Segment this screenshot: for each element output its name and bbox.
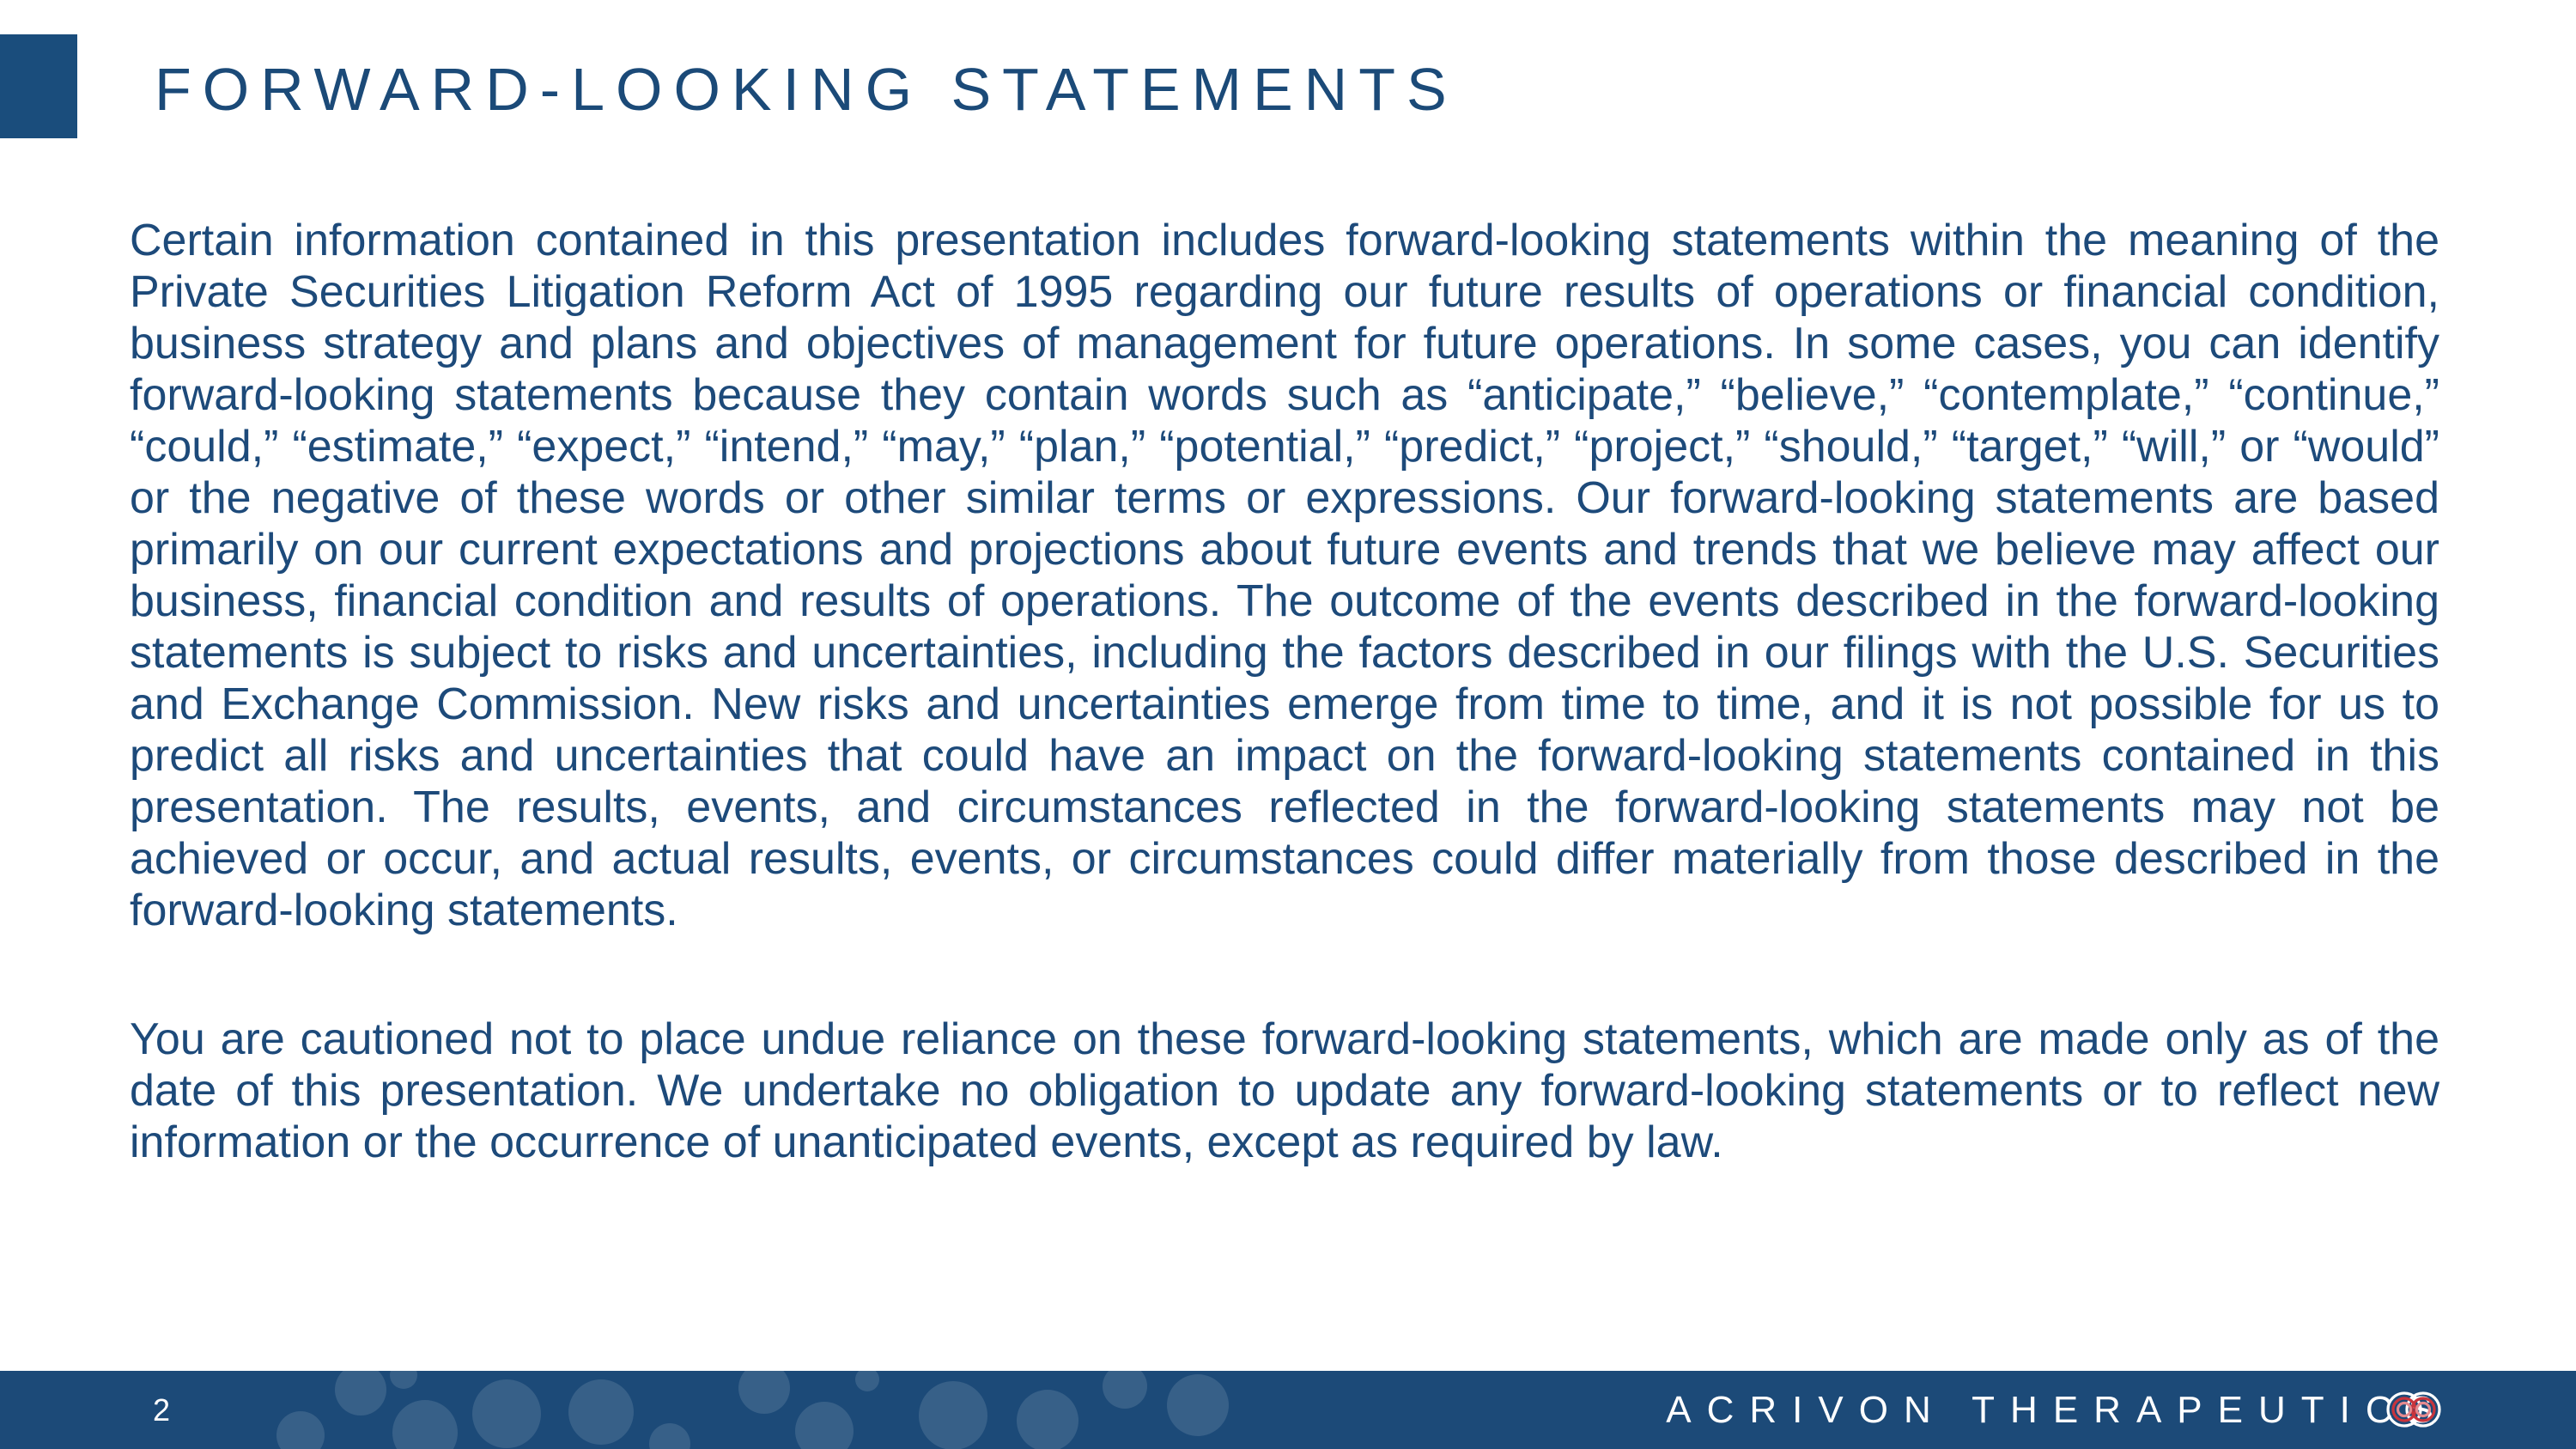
- page-number: 2: [153, 1392, 171, 1428]
- company-wordmark: ACRIVON THERAPEUTICS: [1666, 1389, 2449, 1431]
- title-accent-block: [0, 34, 77, 138]
- slide-title: FORWARD-LOOKING STATEMENTS: [155, 56, 1458, 123]
- disclaimer-paragraph-1: Certain information contained in this presentation includes forward-looking statements within the meaning of the Private Securities Litigation Reform Act of 1995 regarding our future results of operations or financial condition, business strategy and plans and objectives of management for future operations. In some cases, you can identify forward-looking statements because they contain words such as “anticipate,” “believe,” “contemplate,” “continue,” “could,” “estimate,” “expect,” “intend,” “may,” “plan,” “potential,” “predict,” “project,” “should,” “target,” “will,” or “would” or the negative of these words or other similar terms or expressions. Our forward-looking statements are based primarily on our current expectations and projections about future events and trends that we believe may affect our business, financial condition and results of operations. The outcome of the events described in the forward-looking statements is subject to risks and uncertainties, including the factors described in our filings with the U.S. Securities and Exchange Commission. New risks and uncertainties emerge from time to time, and it is not possible for us to predict all risks and uncertainties that could have an impact on the forward-looking statements contained in this presentation. The results, events, and circumstances reflected in the forward-looking statements may not be achieved or occur, and actual results, events, or circumstances could differ materially from those described in the forward-looking statements.: [130, 216, 2439, 935]
- acrivon-logo-icon: [2380, 1385, 2447, 1434]
- disclaimer-body: [130, 215, 2439, 1168]
- footer-bar: [0, 1371, 2576, 1449]
- disclaimer-paragraph-2: You are cautioned not to place undue reliance on these forward-looking statements, which are made only as of the date of this presentation. We undertake no obligation to update any forward-looking statements or to reflect new information or the occurrence of unanticipated events, except as required by law.: [130, 1014, 2439, 1167]
- footer-bubble-pattern: [0, 1371, 1288, 1449]
